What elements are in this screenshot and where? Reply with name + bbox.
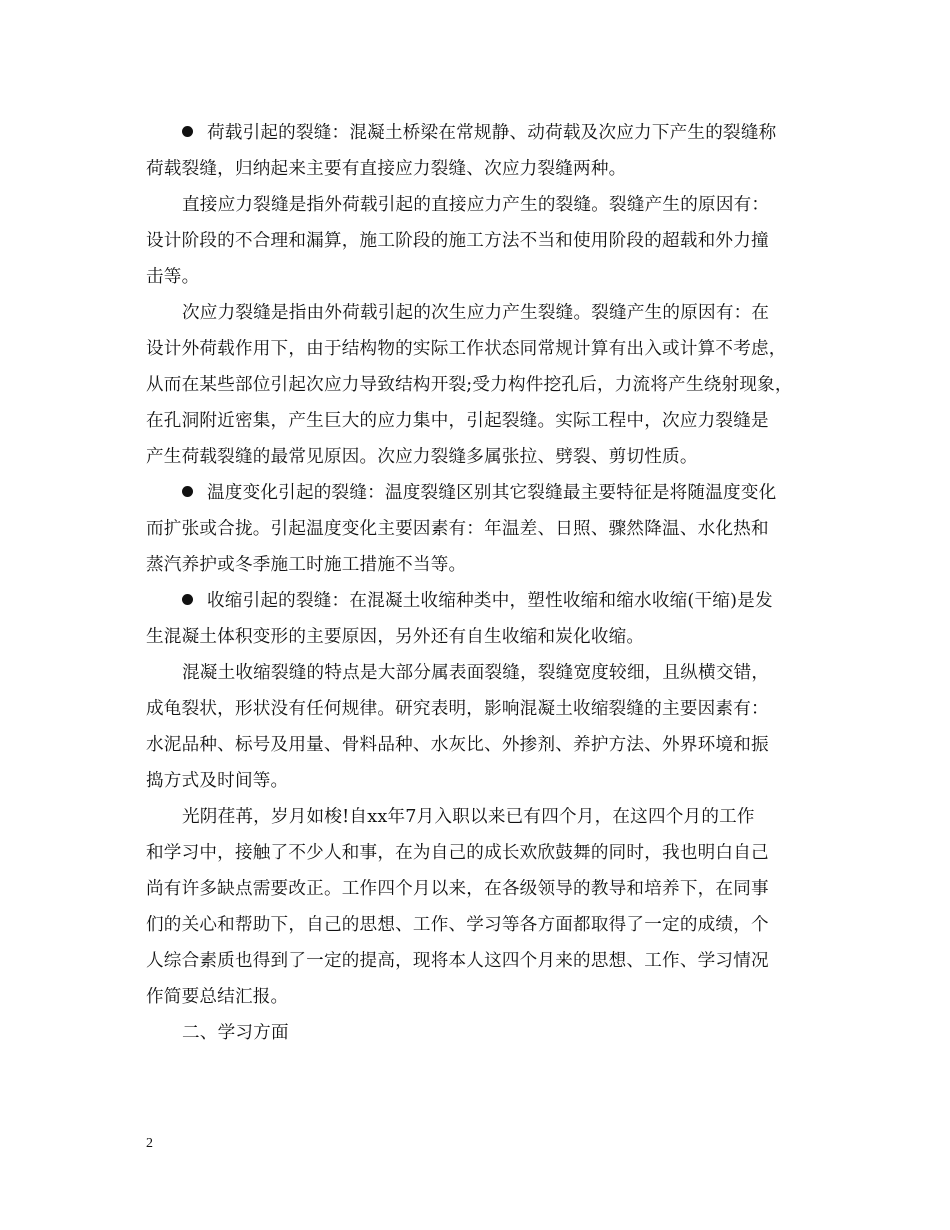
text-line bbox=[146, 799, 818, 835]
line-text: 蒸汽养护或冬季施工时施工措施不当等。 bbox=[146, 555, 467, 575]
document-body bbox=[146, 115, 818, 1051]
line-text: 荷载裂缝，归纳起来主要有直接应力裂缝、次应力裂缝两种。 bbox=[146, 159, 627, 179]
text-line bbox=[146, 943, 818, 979]
line-text: 成龟裂状，形状没有任何规律。研究表明，影响混凝土收缩裂缝的主要因素有： bbox=[146, 699, 769, 719]
line-text: 生混凝土体积变形的主要原因，另外还有自生收缩和炭化收缩。 bbox=[146, 627, 645, 647]
bullet-icon bbox=[182, 486, 193, 497]
text-line bbox=[146, 871, 818, 907]
text-line bbox=[146, 439, 818, 475]
text-line bbox=[146, 835, 818, 871]
line-text: 产生荷载裂缝的最常见原因。次应力裂缝多属张拉、劈裂、剪切性质。 bbox=[146, 447, 698, 467]
text-line bbox=[146, 1015, 818, 1051]
text-line bbox=[146, 907, 818, 943]
text-line bbox=[146, 187, 818, 223]
bullet-paragraph-line bbox=[146, 583, 818, 619]
text-line bbox=[146, 655, 818, 691]
text-line bbox=[146, 295, 818, 331]
line-text: 水泥品种、标号及用量、骨料品种、水灰比、外掺剂、养护方法、外界环境和振 bbox=[146, 735, 769, 755]
text-line bbox=[146, 151, 818, 187]
line-text: 捣方式及时间等。 bbox=[146, 771, 289, 791]
line-text: 荷载引起的裂缝：混凝土桥梁在常规静、动荷载及次应力下产生的裂缝称 bbox=[207, 123, 777, 143]
bullet-paragraph-line bbox=[146, 115, 818, 151]
line-text: 和学习中，接触了不少人和事，在为自己的成长欢欣鼓舞的同时，我也明白自己 bbox=[146, 843, 769, 863]
text-line bbox=[146, 691, 818, 727]
text-line bbox=[146, 403, 818, 439]
text-line bbox=[146, 763, 818, 799]
bullet-icon bbox=[182, 126, 193, 137]
line-text: 人综合素质也得到了一定的提高，现将本人这四个月来的思想、工作、学习情况 bbox=[146, 951, 769, 971]
bullet-icon bbox=[182, 594, 193, 605]
text-line bbox=[146, 223, 818, 259]
line-text: 在孔洞附近密集，产生巨大的应力集中，引起裂缝。实际工程中，次应力裂缝是 bbox=[146, 411, 769, 431]
page-number: 2 bbox=[146, 1136, 153, 1151]
text-line bbox=[146, 547, 818, 583]
line-text: 直接应力裂缝是指外荷载引起的直接应力产生的裂缝。裂缝产生的原因有： bbox=[182, 195, 770, 215]
line-text: 作简要总结汇报。 bbox=[146, 987, 289, 1007]
line-text: 击等。 bbox=[146, 267, 200, 287]
line-text: 设计外荷载作用下，由于结构物的实际工作状态同常规计算有出入或计算不考虑， bbox=[146, 339, 787, 359]
line-text: 温度变化引起的裂缝：温度裂缝区别其它裂缝最主要特征是将随温度变化 bbox=[207, 483, 777, 503]
text-line bbox=[146, 331, 818, 367]
line-text: 混凝土收缩裂缝的特点是大部分属表面裂缝，裂缝宽度较细，且纵横交错， bbox=[182, 663, 770, 683]
line-text: 收缩引起的裂缝：在混凝土收缩种类中，塑性收缩和缩水收缩(干缩)是发 bbox=[207, 591, 773, 611]
text-line bbox=[146, 979, 818, 1015]
text-line bbox=[146, 367, 818, 403]
line-text: 次应力裂缝是指由外荷载引起的次生应力产生裂缝。裂缝产生的原因有：在 bbox=[182, 303, 770, 323]
bullet-paragraph-line bbox=[146, 475, 818, 511]
line-text: 们的关心和帮助下，自己的思想、工作、学习等各方面都取得了一定的成绩，个 bbox=[146, 915, 769, 935]
line-text: 而扩张或合拢。引起温度变化主要因素有：年温差、日照、骤然降温、水化热和 bbox=[146, 519, 769, 539]
text-line bbox=[146, 259, 818, 295]
line-text: 光阴荏苒，岁月如梭!自xx年7月入职以来已有四个月，在这四个月的工作 bbox=[182, 807, 755, 827]
line-text: 尚有许多缺点需要改正。工作四个月以来，在各级领导的教导和培养下，在同事 bbox=[146, 879, 769, 899]
line-text: 二、学习方面 bbox=[182, 1023, 289, 1043]
line-text: 设计阶段的不合理和漏算，施工阶段的施工方法不当和使用阶段的超载和外力撞 bbox=[146, 231, 769, 251]
line-text: 从而在某些部位引起次应力导致结构开裂;受力构件挖孔后，力流将产生绕射现象， bbox=[146, 375, 793, 395]
text-line bbox=[146, 511, 818, 547]
text-line bbox=[146, 619, 818, 655]
text-line bbox=[146, 727, 818, 763]
